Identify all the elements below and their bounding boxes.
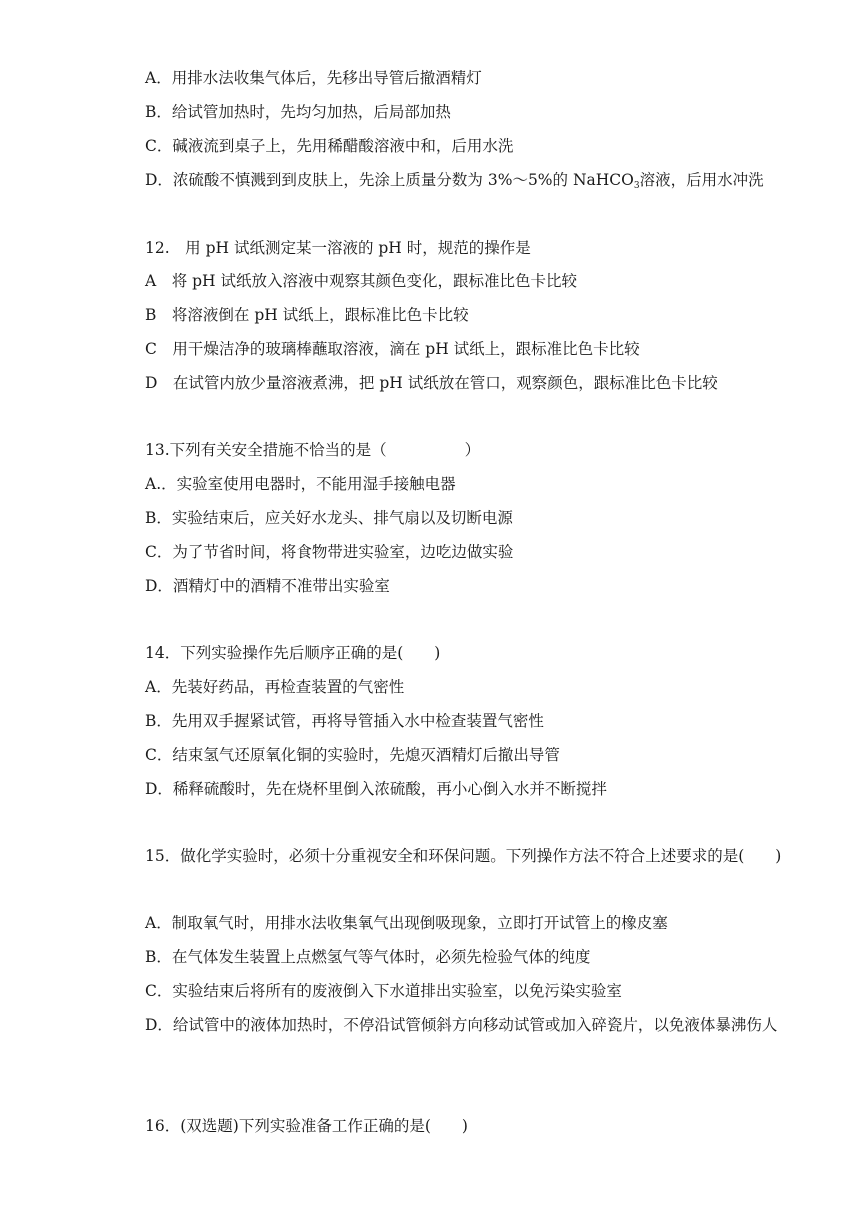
q13-option-a: A.．实验室使用电器时，不能用湿手接触电器: [145, 475, 456, 493]
q12-stem: 12. 用 pH 试纸测定某一溶液的 pH 时，规范的操作是: [145, 239, 531, 257]
q13-stem-text: 13.下列有关安全措施不恰当的是（: [145, 441, 387, 459]
q14-stem: 14．下列实验操作先后顺序正确的是( ): [145, 644, 441, 662]
q12-option-c: C 用干燥洁净的玻璃棒蘸取溶液，滴在 pH 试纸上，跟标准比色卡比较: [145, 340, 640, 358]
q15-option-b: B．在气体发生装置上点燃氢气等气体时，必须先检验气体的纯度: [145, 948, 591, 966]
q15-option-c: C．实验结束后将所有的废液倒入下水道排出实验室，以免污染实验室: [145, 982, 622, 1000]
q11-option-d: [145, 170, 825, 196]
q14-option-a: A．先装好药品，再检查装置的气密性: [145, 678, 405, 696]
q13-stem: [145, 440, 825, 460]
q12-option-b: B 将溶液倒在 pH 试纸上，跟标准比色卡比较: [145, 306, 469, 324]
q15-option-d: D．给试管中的液体加热时，不停沿试管倾斜方向移动试管或加入碎瓷片，以免液体暴沸伤人: [145, 1016, 778, 1034]
q13-option-d: D．酒精灯中的酒精不准带出实验室: [145, 577, 390, 595]
q11-option-d-subscript: 3: [633, 181, 640, 191]
q14-option-d: D．稀释硫酸时，先在烧杯里倒入浓硫酸，再小心倒入水并不断搅拌: [145, 780, 607, 798]
q12-option-d: D 在试管内放少量溶液煮沸，把 pH 试纸放在管口，观察颜色，跟标准比色卡比较: [145, 374, 718, 392]
q11-option-c: C．碱液流到桌子上，先用稀醋酸溶液中和，后用水洗: [145, 137, 514, 155]
q13-option-b: B．实验结束后，应关好水龙头、排气扇以及切断电源: [145, 509, 513, 527]
q11-option-b: B．给试管加热时，先均匀加热，后局部加热: [145, 103, 451, 121]
q15-option-a: A．制取氧气时，用排水法收集氧气出现倒吸现象，立即打开试管上的橡皮塞: [145, 914, 668, 932]
q14-option-b: B．先用双手握紧试管，再将导管插入水中检查装置气密性: [145, 712, 544, 730]
q15-stem: 15．做化学实验时，必须十分重视安全和环保问题。下列操作方法不符合上述要求的是( ): [145, 847, 782, 865]
q12-option-a: A 将 pH 试纸放入溶液中观察其颜色变化，跟标准比色卡比较: [145, 272, 577, 290]
q14-option-c: C．结束氢气还原氧化铜的实验时，先熄灭酒精灯后撤出导管: [145, 746, 560, 764]
q11-option-d-tail: 溶液，后用水冲洗: [639, 171, 764, 189]
q13-stem-close: ）: [464, 441, 481, 459]
q11-option-d-text: D．浓硫酸不慎溅到到皮肤上，先涂上质量分数为 3%～5%的 NaHCO: [145, 171, 634, 189]
q11-option-a: A．用排水法收集气体后，先移出导管后撤酒精灯: [145, 69, 482, 87]
q16-stem: 16．(双选题)下列实验准备工作正确的是( ): [145, 1117, 468, 1135]
q13-option-c: C．为了节省时间，将食物带进实验室，边吃边做实验: [145, 543, 514, 561]
